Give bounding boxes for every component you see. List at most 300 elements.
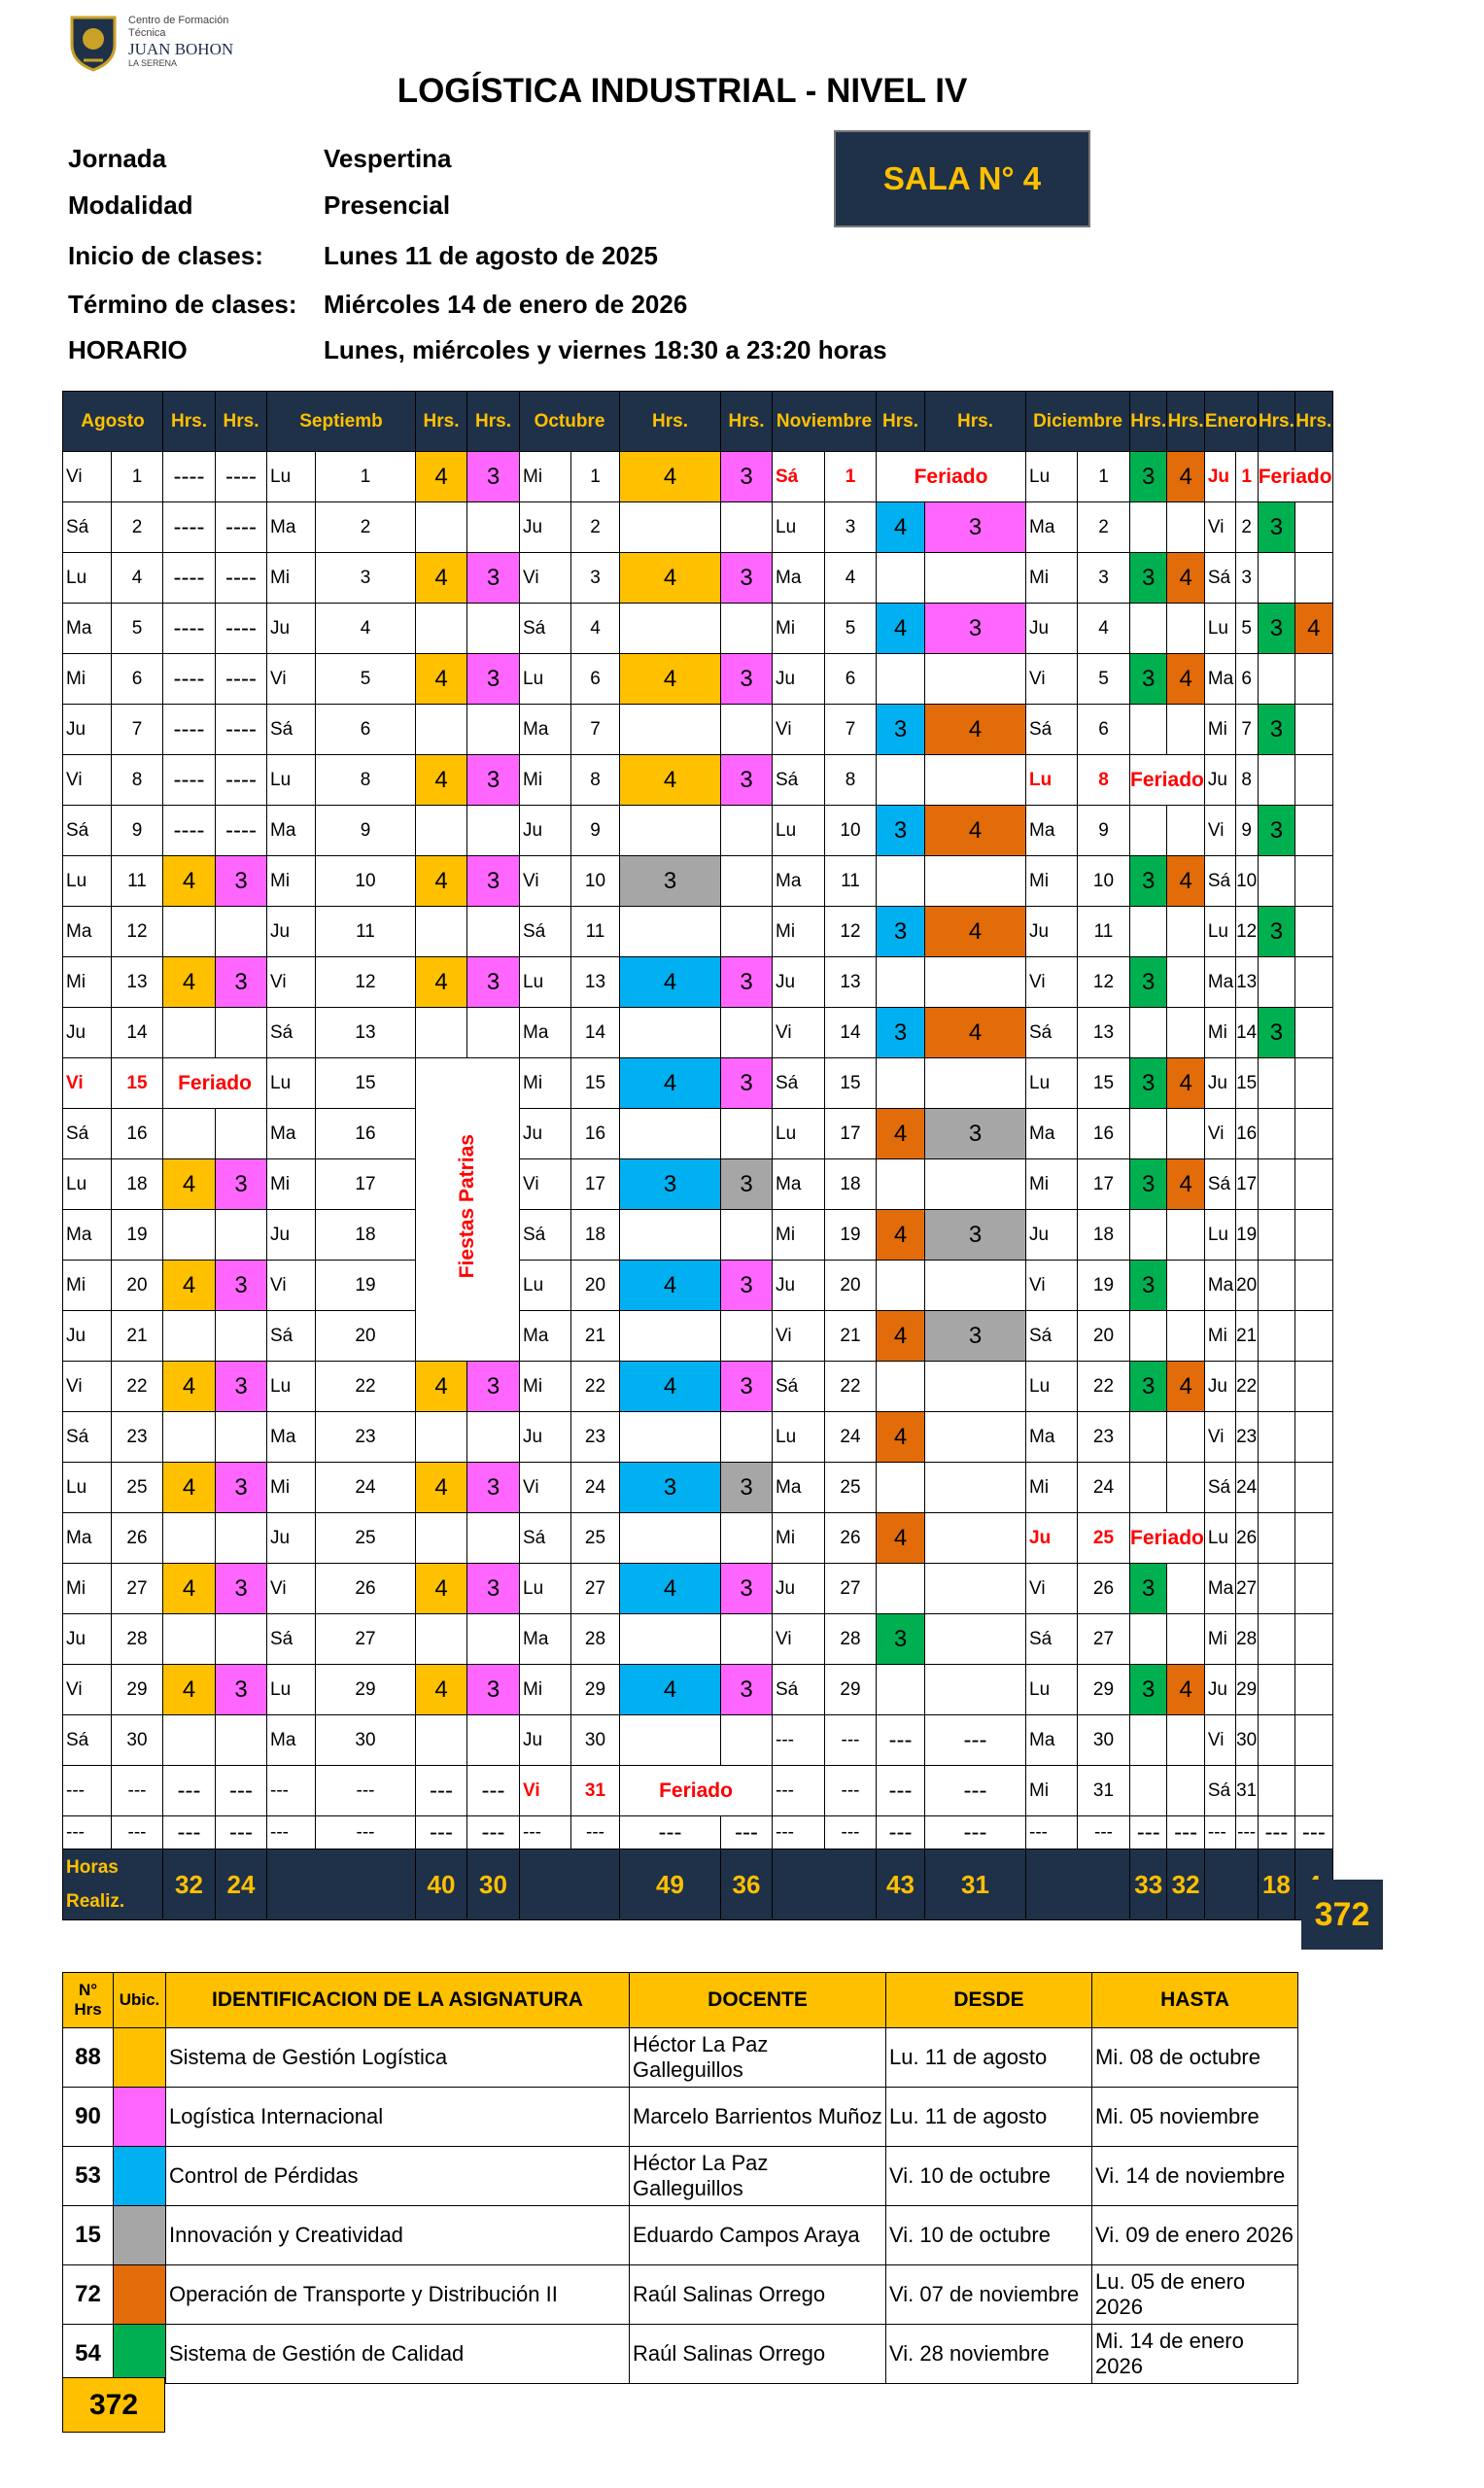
calendar-weekday: Vi <box>1026 1261 1078 1311</box>
calendar-weekday: --- <box>1204 1816 1235 1849</box>
calendar-weekday: Lu <box>267 452 316 502</box>
calendar-hours-cell <box>1130 1766 1167 1816</box>
calendar-hours-cell <box>216 1311 267 1362</box>
calendar-day-number: 13 <box>1235 957 1258 1008</box>
calendar-day-number: 11 <box>316 907 416 957</box>
calendar-weekday: Ju <box>267 907 316 957</box>
calendar-weekday: Vi <box>1204 502 1235 553</box>
calendar-weekday: Mi <box>773 1513 825 1564</box>
calendar-hours-cell <box>620 604 721 654</box>
calendar-day-number: 10 <box>571 856 620 907</box>
month-hours-total: 43 <box>877 1849 925 1920</box>
calendar-hours-cell: 3 <box>467 1564 520 1614</box>
calendar-weekday: Lu <box>267 755 316 806</box>
calendar-day-number: 29 <box>316 1665 416 1715</box>
calendar-weekday: Sá <box>520 1513 571 1564</box>
shield-logo-icon <box>68 12 119 72</box>
calendar-day-number: 25 <box>316 1513 416 1564</box>
calendar-weekday: Lu <box>267 1362 316 1412</box>
calendar-day-number: 20 <box>316 1311 416 1362</box>
subject-name: Operación de Transporte y Distribución II <box>166 2265 630 2325</box>
calendar-hours-cell: 4 <box>163 957 216 1008</box>
calendar-hours-cell: ---- <box>216 705 267 755</box>
info-value-termino: Miércoles 14 de enero de 2026 <box>324 290 688 319</box>
calendar-hours-cell <box>1295 1058 1332 1109</box>
calendar-day-number: 25 <box>825 1463 877 1513</box>
calendar-day-number: 9 <box>1078 806 1130 856</box>
month-hours-total: 49 <box>620 1849 721 1920</box>
calendar-hours-cell: ---- <box>163 755 216 806</box>
calendar-day-number: 7 <box>571 705 620 755</box>
calendar-weekday: Mi <box>63 654 112 705</box>
calendar-hours-cell <box>416 1008 467 1058</box>
calendar-hours-cell: 4 <box>620 755 721 806</box>
calendar-day-number: 16 <box>316 1109 416 1159</box>
calendar-day-number: 14 <box>112 1008 163 1058</box>
calendar-row <box>63 1715 1333 1766</box>
calendar-hours-cell: ---- <box>216 502 267 553</box>
calendar-day-number: 11 <box>571 907 620 957</box>
calendar-header-cell: Hrs. <box>721 392 773 452</box>
calendar-weekday: Sá <box>63 1412 112 1463</box>
calendar-day-number: 7 <box>112 705 163 755</box>
calendar-weekday: Ju <box>520 806 571 856</box>
calendar-day-number: 27 <box>112 1564 163 1614</box>
calendar-hours-cell <box>1258 654 1294 705</box>
calendar-hours-cell <box>925 1564 1026 1614</box>
calendar-day-number: 3 <box>316 553 416 604</box>
calendar-weekday: --- <box>520 1816 571 1849</box>
calendar-row <box>63 755 1333 806</box>
calendar-hours-cell: 3 <box>925 502 1026 553</box>
calendar-hours-cell <box>1295 806 1332 856</box>
calendar-hours-cell <box>1295 856 1332 907</box>
calendar-hours-cell <box>877 856 925 907</box>
calendar-day-number: 24 <box>825 1412 877 1463</box>
calendar-weekday: Vi <box>63 755 112 806</box>
calendar-day-number: 9 <box>1235 806 1258 856</box>
calendar-hours-cell <box>163 1109 216 1159</box>
calendar-day-number: 16 <box>1235 1109 1258 1159</box>
calendar-day-number: 12 <box>112 907 163 957</box>
calendar-day-number: 4 <box>825 553 877 604</box>
calendar-day-number: 28 <box>571 1614 620 1665</box>
calendar-weekday: Sá <box>773 1362 825 1412</box>
info-label-inicio: Inicio de clases: <box>68 241 263 270</box>
calendar-day-number: 26 <box>1078 1564 1130 1614</box>
calendar-weekday: Mi <box>773 604 825 654</box>
calendar-day-number: 30 <box>316 1715 416 1766</box>
calendar-hours-cell: 3 <box>1130 452 1167 502</box>
calendar-weekday: Mi <box>773 907 825 957</box>
calendar-hours-cell <box>1295 1109 1332 1159</box>
calendar-hours-cell <box>620 1311 721 1362</box>
calendar-hours-cell: 4 <box>416 856 467 907</box>
calendar-hours-cell: 3 <box>877 705 925 755</box>
calendar-weekday: Mi <box>520 1058 571 1109</box>
calendar-hours-cell: --- <box>416 1816 467 1849</box>
calendar-weekday: Sá <box>63 502 112 553</box>
calendar-weekday: Ma <box>63 1210 112 1261</box>
subject-hours: 15 <box>63 2206 114 2265</box>
calendar-weekday: Vi <box>773 1614 825 1665</box>
calendar-hours-cell <box>620 1008 721 1058</box>
calendar-row <box>63 1564 1333 1614</box>
calendar-hours-cell <box>1295 957 1332 1008</box>
calendar-hours-cell: 3 <box>216 957 267 1008</box>
calendar-row <box>63 1109 1333 1159</box>
calendar-hours-cell <box>721 502 773 553</box>
calendar-hours-cell <box>1295 1412 1332 1463</box>
calendar-weekday: Lu <box>520 1564 571 1614</box>
calendar-hours-cell <box>1258 1665 1294 1715</box>
subjects-header-row <box>63 1973 1298 2028</box>
calendar-header-cell: Noviembre <box>773 392 877 452</box>
calendar-hours-cell: 3 <box>1130 856 1167 907</box>
calendar-weekday: Lu <box>1204 1210 1235 1261</box>
calendar-weekday: Sá <box>773 452 825 502</box>
calendar-day-number: 14 <box>571 1008 620 1058</box>
calendar-row <box>63 806 1333 856</box>
subject-row <box>63 2088 1298 2147</box>
calendar-hours-cell: 3 <box>721 452 773 502</box>
calendar-weekday: Ma <box>63 907 112 957</box>
calendar-weekday: Ju <box>520 502 571 553</box>
calendar-hours-cell: 4 <box>416 1463 467 1513</box>
calendar-hours-cell <box>1130 705 1167 755</box>
calendar-day-number: 27 <box>1078 1614 1130 1665</box>
calendar-hours-cell <box>1295 1665 1332 1715</box>
calendar-day-number: 18 <box>571 1210 620 1261</box>
calendar-day-number: 6 <box>1078 705 1130 755</box>
calendar-weekday: Ju <box>267 1210 316 1261</box>
calendar-hours-cell: 3 <box>925 604 1026 654</box>
calendar-hours-cell: 3 <box>216 1261 267 1311</box>
calendar-hours-cell <box>1167 1311 1204 1362</box>
calendar-day-number: 27 <box>1235 1564 1258 1614</box>
calendar-hours-cell: --- <box>163 1766 216 1816</box>
calendar-day-number: 30 <box>571 1715 620 1766</box>
calendar-hours-cell <box>163 1715 216 1766</box>
info-label-horario: HORARIO <box>68 335 188 364</box>
calendar-day-number: 27 <box>571 1564 620 1614</box>
calendar-hours-cell: 4 <box>163 1159 216 1210</box>
calendar-hours-cell <box>216 1210 267 1261</box>
calendar-day-number: 11 <box>1078 907 1130 957</box>
page-title: LOGÍSTICA INDUSTRIAL - NIVEL IV <box>397 72 968 110</box>
calendar-day-number: 23 <box>316 1412 416 1463</box>
calendar-day-number: 18 <box>316 1210 416 1261</box>
schedule-calendar <box>62 391 1333 1920</box>
calendar-hours-cell: ---- <box>163 654 216 705</box>
calendar-weekday: Ju <box>1204 1362 1235 1412</box>
calendar-weekday: Ma <box>63 604 112 654</box>
calendar-row <box>63 1362 1333 1412</box>
calendar-weekday: Mi <box>520 452 571 502</box>
calendar-hours-cell <box>721 806 773 856</box>
calendar-weekday: Mi <box>267 553 316 604</box>
subject-color-swatch <box>114 2088 166 2147</box>
calendar-hours-cell: 4 <box>163 1463 216 1513</box>
holiday-label: Feriado <box>163 1058 267 1109</box>
month-hours-total: 36 <box>721 1849 773 1920</box>
info-label-modalidad: Modalidad <box>68 190 193 220</box>
institution-logo <box>68 10 253 74</box>
calendar-weekday: Vi <box>773 1008 825 1058</box>
calendar-hours-cell <box>925 1614 1026 1665</box>
calendar-weekday: Vi <box>63 1362 112 1412</box>
calendar-hours-cell: --- <box>216 1816 267 1849</box>
calendar-weekday: Sá <box>63 1715 112 1766</box>
calendar-hours-cell: ---- <box>216 452 267 502</box>
calendar-hours-cell: 3 <box>925 1210 1026 1261</box>
calendar-hours-cell: 4 <box>877 1311 925 1362</box>
calendar-hours-cell <box>1167 1412 1204 1463</box>
calendar-day-number: 10 <box>1235 856 1258 907</box>
calendar-weekday: Lu <box>63 1463 112 1513</box>
logo-line-1: Centro de Formación Técnica <box>128 15 229 40</box>
calendar-weekday: Ma <box>773 1159 825 1210</box>
calendar-day-number: --- <box>112 1816 163 1849</box>
calendar-hours-cell: --- <box>925 1816 1026 1849</box>
calendar-day-number: 26 <box>1235 1513 1258 1564</box>
calendar-day-number: 22 <box>825 1362 877 1412</box>
calendar-hours-cell: 3 <box>721 1159 773 1210</box>
calendar-hours-cell: 3 <box>1130 654 1167 705</box>
calendar-hours-cell <box>163 1412 216 1463</box>
calendar-weekday: Mi <box>63 1261 112 1311</box>
calendar-hours-cell <box>1295 1261 1332 1311</box>
calendar-weekday: Mi <box>773 1210 825 1261</box>
calendar-weekday: Vi <box>773 705 825 755</box>
calendar-day-number: 3 <box>825 502 877 553</box>
calendar-hours-cell: ---- <box>163 502 216 553</box>
calendar-hours-cell <box>1130 1109 1167 1159</box>
subjects-header-cell: DESDE <box>886 1973 1092 2028</box>
calendar-header-row <box>63 392 1333 452</box>
calendar-day-number: 11 <box>112 856 163 907</box>
calendar-weekday: --- <box>267 1766 316 1816</box>
calendar-day-number: 31 <box>1078 1766 1130 1816</box>
calendar-hours-cell <box>925 957 1026 1008</box>
subject-name: Logística Internacional <box>166 2088 630 2147</box>
month-hours-total: 31 <box>925 1849 1026 1920</box>
calendar-row <box>63 1766 1333 1816</box>
subject-start: Vi. 28 noviembre <box>886 2325 1092 2384</box>
calendar-weekday: Vi <box>1026 654 1078 705</box>
calendar-hours-cell: 3 <box>1130 1261 1167 1311</box>
calendar-day-number: 15 <box>1235 1058 1258 1109</box>
subject-start: Vi. 10 de octubre <box>886 2206 1092 2265</box>
calendar-day-number: 19 <box>316 1261 416 1311</box>
subject-name: Innovación y Creatividad <box>166 2206 630 2265</box>
calendar-day-number: 19 <box>112 1210 163 1261</box>
calendar-weekday: Mi <box>63 1564 112 1614</box>
calendar-day-number: 1 <box>112 452 163 502</box>
calendar-day-number: 5 <box>825 604 877 654</box>
totals-label <box>63 1849 163 1920</box>
calendar-hours-cell: 3 <box>620 1159 721 1210</box>
calendar-day-number: 28 <box>112 1614 163 1665</box>
calendar-row <box>63 1058 1333 1109</box>
calendar-day-number: 18 <box>1078 1210 1130 1261</box>
calendar-weekday: Ma <box>63 1513 112 1564</box>
calendar-weekday: Vi <box>267 654 316 705</box>
calendar-weekday: Sá <box>1204 1463 1235 1513</box>
subject-teacher: Eduardo Campos Araya <box>630 2206 886 2265</box>
calendar-weekday: --- <box>63 1816 112 1849</box>
calendar-hours-cell <box>1258 1715 1294 1766</box>
calendar-hours-cell <box>1295 1766 1332 1816</box>
calendar-hours-cell: 4 <box>620 654 721 705</box>
calendar-hours-cell: 3 <box>1130 957 1167 1008</box>
calendar-hours-cell <box>163 907 216 957</box>
calendar-hours-cell <box>721 856 773 907</box>
calendar-header-cell: Hrs. <box>467 392 520 452</box>
calendar-weekday: --- <box>773 1816 825 1849</box>
calendar-weekday: Mi <box>1204 1311 1235 1362</box>
calendar-hours-cell <box>467 1412 520 1463</box>
calendar-hours-cell <box>216 1412 267 1463</box>
calendar-weekday: Mi <box>63 957 112 1008</box>
calendar-day-number: 9 <box>316 806 416 856</box>
calendar-day-number: 30 <box>112 1715 163 1766</box>
calendar-day-number: 29 <box>825 1665 877 1715</box>
calendar-day-number: 22 <box>571 1362 620 1412</box>
calendar-day-number: 14 <box>825 1008 877 1058</box>
calendar-day-number: 26 <box>112 1513 163 1564</box>
calendar-hours-cell: 3 <box>216 1463 267 1513</box>
calendar-hours-cell: 3 <box>877 1008 925 1058</box>
calendar-day-number: 9 <box>571 806 620 856</box>
calendar-day-number: --- <box>825 1766 877 1816</box>
calendar-hours-cell: --- <box>1130 1816 1167 1849</box>
calendar-hours-cell <box>1258 1058 1294 1109</box>
calendar-weekday: Lu <box>520 1261 571 1311</box>
calendar-row <box>63 604 1333 654</box>
calendar-hours-cell <box>925 755 1026 806</box>
calendar-day-number: --- <box>571 1816 620 1849</box>
calendar-day-number: 13 <box>825 957 877 1008</box>
calendar-weekday: Lu <box>1204 1513 1235 1564</box>
calendar-hours-cell <box>925 1412 1026 1463</box>
calendar-day-number: 14 <box>1235 1008 1258 1058</box>
calendar-weekday: Ma <box>773 856 825 907</box>
calendar-hours-cell <box>1258 1210 1294 1261</box>
calendar-day-number: --- <box>1078 1816 1130 1849</box>
calendar-day-number: 1 <box>571 452 620 502</box>
calendar-day-number: 13 <box>1078 1008 1130 1058</box>
calendar-day-number: 17 <box>1235 1159 1258 1210</box>
calendar-hours-cell <box>416 1614 467 1665</box>
calendar-weekday: Sá <box>773 1665 825 1715</box>
calendar-weekday: Vi <box>1026 1564 1078 1614</box>
calendar-day-number: --- <box>825 1715 877 1766</box>
month-hours-total: 18 <box>1258 1849 1294 1920</box>
calendar-hours-cell <box>925 1665 1026 1715</box>
calendar-weekday: Vi <box>267 1261 316 1311</box>
calendar-day-number: 12 <box>825 907 877 957</box>
subjects-header-cell: IDENTIFICACION DE LA ASIGNATURA <box>166 1973 630 2028</box>
calendar-hours-cell <box>467 806 520 856</box>
calendar-day-number: 22 <box>316 1362 416 1412</box>
calendar-day-number: 20 <box>825 1261 877 1311</box>
calendar-weekday: Ju <box>63 1614 112 1665</box>
calendar-hours-cell <box>1130 1210 1167 1261</box>
calendar-day-number: 4 <box>1078 604 1130 654</box>
calendar-hours-cell: --- <box>925 1715 1026 1766</box>
calendar-hours-cell <box>721 1412 773 1463</box>
calendar-hours-cell: 3 <box>1130 1058 1167 1109</box>
calendar-hours-cell <box>877 1159 925 1210</box>
totals-spacer <box>1026 1849 1130 1920</box>
calendar-weekday: Lu <box>63 856 112 907</box>
totals-spacer <box>267 1849 416 1920</box>
calendar-hours-cell: 3 <box>925 1109 1026 1159</box>
subject-teacher: Marcelo Barrientos Muñoz <box>630 2088 886 2147</box>
calendar-hours-cell <box>1295 502 1332 553</box>
calendar-hours-cell <box>216 1715 267 1766</box>
subject-end: Mi. 08 de octubre <box>1092 2028 1298 2088</box>
calendar-day-number: 8 <box>1078 755 1130 806</box>
calendar-day-number: 10 <box>1078 856 1130 907</box>
calendar-row <box>63 1210 1333 1261</box>
calendar-day-number: 17 <box>825 1109 877 1159</box>
calendar-hours-cell: --- <box>877 1715 925 1766</box>
subject-end: Mi. 14 de enero 2026 <box>1092 2325 1298 2384</box>
calendar-hours-cell: ---- <box>216 553 267 604</box>
calendar-hours-cell <box>1258 1109 1294 1159</box>
calendar-weekday: Ma <box>520 1614 571 1665</box>
calendar-hours-cell: 3 <box>216 1564 267 1614</box>
calendar-hours-cell <box>1130 1715 1167 1766</box>
holiday-label: Feriado <box>620 1766 773 1816</box>
calendar-hours-cell <box>1295 1008 1332 1058</box>
calendar-hours-cell <box>877 553 925 604</box>
calendar-day-number: 19 <box>1235 1210 1258 1261</box>
calendar-weekday: Sá <box>1026 1311 1078 1362</box>
calendar-hours-cell <box>877 654 925 705</box>
calendar-day-number: --- <box>1235 1816 1258 1849</box>
calendar-weekday: Ma <box>520 705 571 755</box>
calendar-weekday: Sá <box>267 1311 316 1362</box>
calendar-hours-cell <box>1167 1463 1204 1513</box>
calendar-hours-cell: 4 <box>925 705 1026 755</box>
calendar-day-number: 22 <box>1235 1362 1258 1412</box>
calendar-hours-cell <box>877 1261 925 1311</box>
calendar-hours-cell <box>1258 1766 1294 1816</box>
calendar-hours-cell <box>721 1109 773 1159</box>
subject-end: Mi. 05 noviembre <box>1092 2088 1298 2147</box>
calendar-hours-cell: --- <box>216 1766 267 1816</box>
calendar-hours-cell <box>877 1463 925 1513</box>
calendar-day-number: 21 <box>112 1311 163 1362</box>
subjects-header-cell: HASTA <box>1092 1973 1298 2028</box>
calendar-day-number: 24 <box>571 1463 620 1513</box>
calendar-day-number: 1 <box>316 452 416 502</box>
calendar-weekday: Ma <box>520 1008 571 1058</box>
calendar-hours-cell <box>1295 1159 1332 1210</box>
calendar-weekday: Ma <box>1026 1412 1078 1463</box>
calendar-hours-cell: 3 <box>877 806 925 856</box>
calendar-hours-cell: 4 <box>877 604 925 654</box>
calendar-weekday: Vi <box>1204 1412 1235 1463</box>
calendar-hours-cell <box>877 1665 925 1715</box>
subject-end: Vi. 09 de enero 2026 <box>1092 2206 1298 2265</box>
calendar-hours-cell <box>163 1008 216 1058</box>
calendar-hours-cell: 3 <box>721 1261 773 1311</box>
calendar-day-number: 15 <box>316 1058 416 1109</box>
